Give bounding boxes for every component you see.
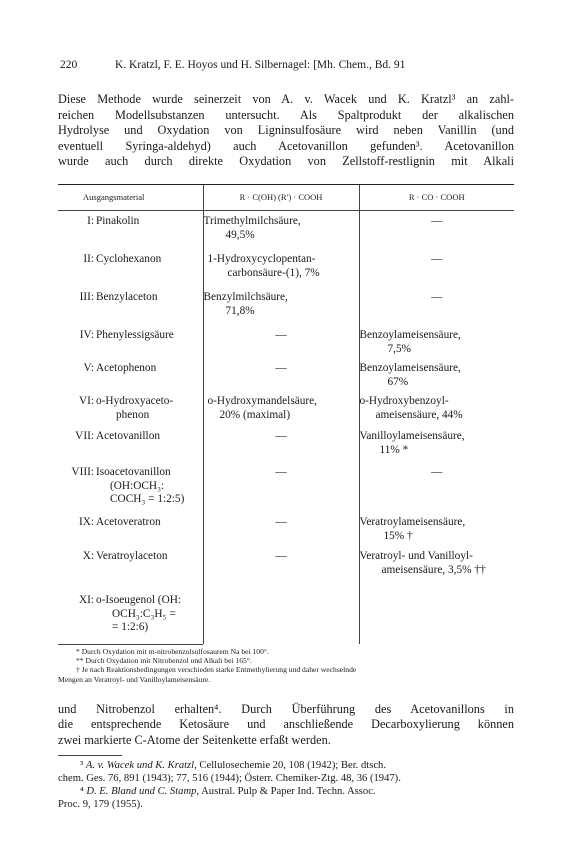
empty-dash: — (275, 429, 287, 442)
empty-cell (359, 594, 514, 644)
row-number: VI: (78, 394, 94, 407)
start-material: Veratroylaceton (96, 549, 168, 562)
start-material: o-Hydroxyaceto- (96, 394, 174, 407)
row-number: X: (82, 549, 94, 562)
references (58, 759, 514, 812)
start-material-cont: phenon (116, 408, 150, 421)
text-line: die entsprechende Ketosäure und anschließende Decarboxylierung können (58, 717, 514, 732)
row-number: VII: (75, 429, 94, 442)
keto-acid-yield: 15% † (383, 529, 413, 542)
ref-citation: Austral. Pulp & Paper Ind. Techn. Assoc. (199, 785, 376, 797)
ref-authors: A. v. Wacek und K. Kratzl, (85, 759, 197, 771)
running-header (60, 58, 514, 72)
start-material: Phenylessigsäure (96, 328, 174, 341)
empty-dash: — (275, 465, 287, 478)
body-paragraph (58, 702, 514, 749)
row-number: III: (79, 290, 94, 303)
table-row (58, 291, 514, 329)
reference-3 (58, 759, 514, 772)
text-line: reichen Modellsubstanzen untersucht. Als Spaltprodukt der alkalischen (58, 107, 514, 122)
empty-cell (203, 594, 359, 644)
intro-paragraph (58, 92, 514, 170)
empty-dash: — (431, 290, 443, 303)
start-material-cont: = 1:2:6) (112, 621, 149, 634)
keto-acid: o-Hydroxybenzoyl- (359, 394, 449, 407)
row-number: I: (87, 214, 94, 227)
empty-dash: — (275, 361, 287, 374)
table-row (58, 210, 514, 253)
empty-dash: — (275, 515, 287, 528)
start-material: Cyclohexanon (96, 252, 162, 265)
text-line: und Nitrobenzol erhalten⁴. Durch Überführung des Acetovanillons in (58, 701, 514, 716)
text-line: Diese Methode wurde seinerzeit von A. v. Wacek und K. Kratzl³ an zahl- (58, 92, 514, 106)
empty-dash: — (275, 549, 287, 562)
empty-dash: — (431, 214, 443, 227)
table-footnotes (58, 647, 514, 684)
table-row (58, 516, 514, 550)
start-material: o-Isoeugenol (OH: (96, 593, 182, 606)
row-number: II: (83, 252, 94, 265)
table-footnote: * Durch Oxydation mit m-nitrobenzolsulfosaurem Na bei 100°. (76, 646, 269, 656)
keto-acid-yield: 7,5% (387, 342, 412, 355)
keto-acid-yield: 11% * (379, 443, 409, 456)
header-ausgangsmaterial: Ausgangsmaterial (58, 185, 203, 211)
hydroxy-acid: o-Hydroxymandelsäure, (207, 394, 317, 407)
reference-rule (58, 755, 122, 756)
table-row (58, 362, 514, 395)
hydroxy-acid-yield: 20% (maximal) (219, 408, 291, 421)
keto-acid-yield: ameisensäure, 3,5% †† (381, 563, 486, 576)
header-hydroxy-acid: R · C(OH) (R′) · COOH (203, 185, 359, 211)
table-header-row (58, 185, 514, 211)
keto-acid: Veratroylameisensäure, (359, 515, 466, 528)
table-row (58, 550, 514, 594)
row-number: V: (83, 361, 94, 374)
table-row (58, 466, 514, 516)
reference-4 (58, 785, 514, 798)
header-keto-acid: R · CO · COOH (359, 185, 514, 211)
start-material: Acetoveratron (96, 515, 161, 528)
keto-acid: Benzoylameisensäure, (359, 328, 461, 341)
reference-4-cont: Proc. 9, 179 (1955). (58, 799, 143, 811)
row-number: IV: (79, 328, 94, 341)
keto-acid: Vanilloylameisensäure, (359, 429, 465, 442)
table-row (58, 430, 514, 466)
row-number: VIII: (71, 465, 94, 478)
hydroxy-acid-yield: 71,8% (225, 304, 255, 317)
hydroxy-acid-yield: 49,5% (225, 228, 255, 241)
start-material-cont: (OH:OCH₃: (110, 479, 165, 492)
keto-acid-yield: ameisensäure, 44% (375, 408, 463, 421)
empty-dash: — (275, 328, 287, 341)
row-number: XI: (78, 593, 94, 606)
text-line: eventuell Syringa-aldehyd) auch Acetovanillon gefunden³. Acetovanillon (58, 138, 514, 153)
start-material-cont: COCH₃ = 1:2:5) (110, 493, 185, 506)
empty-dash: — (431, 465, 443, 478)
table-footnote: † Je nach Reaktionsbedingungen verschieden starke Entmethylierung und daher wechselnde (76, 665, 357, 675)
empty-dash: — (431, 252, 443, 265)
ref-citation: Cellulosechemie 20, 108 (1942); Ber. dtsch. (196, 759, 386, 771)
table-footnote: ** Durch Oxydation mit Nitrobenzol und Alkali bei 165°. (76, 656, 252, 666)
text-line: Hydrolyse und Oxydation von Ligninsulfosäure wird neben Vanillin (und (58, 123, 514, 138)
reference-3-cont: chem. Ges. 76, 891 (1943); 77, 516 (1944); Österr. Chemiker-Ztg. 48, 36 (1947). (58, 772, 401, 784)
row-number: IX: (78, 515, 94, 528)
start-material: Acetovanillon (96, 429, 160, 442)
ref-authors: D. E. Bland und C. Stamp, (86, 785, 200, 797)
page (58, 58, 514, 811)
table-row (58, 395, 514, 430)
running-title: K. Kratzl, F. E. Hoyos und H. Silbernagel: [Mh. Chem., Bd. 91 (115, 59, 406, 71)
table-row (58, 253, 514, 291)
keto-acid-yield: 67% (387, 375, 409, 388)
hydroxy-acid: Benzylmilchsäure, (203, 290, 288, 303)
keto-acid: Veratroyl- und Vanilloyl- (359, 549, 473, 562)
table-row (58, 594, 514, 644)
page-number: 220 (60, 59, 78, 71)
start-material: Pinakolin (96, 214, 140, 227)
table-footnote-rule (58, 644, 203, 645)
table-row (58, 329, 514, 362)
text-line: zwei markierte C-Atome der Seitenkette erfaßt werden. (58, 732, 331, 747)
start-material: Isoacetovanillon (96, 465, 171, 478)
results-table (58, 185, 514, 644)
hydroxy-acid: Trimethylmilchsäure, (203, 214, 301, 227)
text-line: wurde auch durch direkte Oxydation von Zellstoff-restlignin mit Alkali (58, 154, 514, 169)
keto-acid: Benzoylameisensäure, (359, 361, 461, 374)
table-footnote: Mengen an Veratroyl- und Vanilloylameisensäure. (58, 674, 211, 684)
start-material: Benzylaceton (96, 290, 158, 303)
start-material: Acetophenon (96, 361, 157, 374)
start-material-cont: OCH₃:C₃H₅ = (112, 607, 176, 620)
ref-mark: ³ (80, 759, 84, 771)
hydroxy-acid: 1-Hydroxycyclopentan- (207, 252, 316, 265)
ref-mark: ⁴ (80, 785, 84, 797)
hydroxy-acid-yield: carbonsäure-(1), 7% (227, 266, 320, 279)
